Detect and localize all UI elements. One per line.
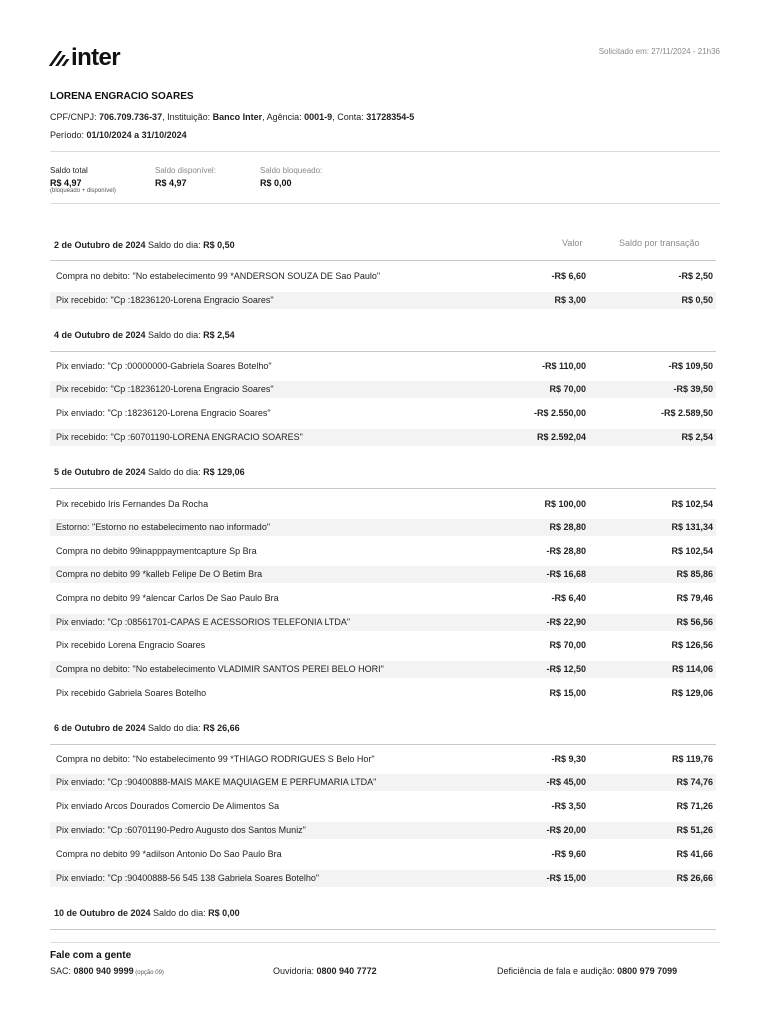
day-header xyxy=(54,908,240,918)
transaction-value: -R$ 15,00 xyxy=(546,873,586,883)
transaction-balance: R$ 126,56 xyxy=(671,640,713,650)
day-header xyxy=(54,723,240,733)
transaction-description: Compra no debito: "No estabelecimento VLADIMIR SANTOS PEREI BELO HORI" xyxy=(56,664,384,674)
transaction-value: -R$ 3,50 xyxy=(551,801,586,811)
transaction-row xyxy=(50,846,716,863)
blocked-balance-value: R$ 0,00 xyxy=(260,178,292,188)
day-date: 2 de Outubro de 2024 xyxy=(54,240,146,250)
day-header xyxy=(54,240,235,250)
sac-label: SAC: xyxy=(50,966,74,976)
transaction-value: -R$ 45,00 xyxy=(546,777,586,787)
transaction-balance: R$ 2,54 xyxy=(681,432,713,442)
transaction-value: -R$ 20,00 xyxy=(546,825,586,835)
logo-text: inter xyxy=(71,44,121,71)
transaction-description: Compra no debito: "No estabelecimento 99 *ANDERSON SOUZA DE Sao Paulo" xyxy=(56,271,381,281)
day-balance-label: Saldo do dia: xyxy=(150,908,209,918)
blocked-balance xyxy=(260,166,322,188)
transaction-balance: R$ 0,50 xyxy=(681,295,713,305)
total-balance-label: Saldo total xyxy=(50,166,88,175)
total-balance xyxy=(50,166,116,194)
transaction-value: -R$ 9,30 xyxy=(551,754,586,764)
day-balance: R$ 0,00 xyxy=(208,908,240,918)
transaction-balance: R$ 85,86 xyxy=(676,569,713,579)
transaction-balance: -R$ 39,50 xyxy=(673,384,713,394)
transaction-value: R$ 15,00 xyxy=(549,688,586,698)
day-balance: R$ 129,06 xyxy=(203,467,245,477)
agency-label: , Agência: xyxy=(262,112,305,122)
transaction-description: Compra no debito: "No estabelecimento 99 *THIAGO RODRIGUES S Belo Hor" xyxy=(56,754,375,764)
transaction-balance: R$ 129,06 xyxy=(671,688,713,698)
day-date: 10 de Outubro de 2024 xyxy=(54,908,151,918)
transaction-value: -R$ 6,60 xyxy=(551,271,586,281)
day-date: 5 de Outubro de 2024 xyxy=(54,467,146,477)
transaction-description: Compra no debito 99 *alencar Carlos De Sao Paulo Bra xyxy=(56,593,279,603)
cpf-value: 706.709.736-37 xyxy=(99,112,163,122)
blocked-balance-label: Saldo bloqueado: xyxy=(260,166,323,175)
transaction-value: -R$ 28,80 xyxy=(546,546,586,556)
transaction-row xyxy=(50,590,716,607)
transaction-row xyxy=(50,381,716,398)
ouvidoria-value: 0800 940 7772 xyxy=(316,966,377,976)
transaction-description: Pix enviado: "Cp :60701190-Pedro Augusto dos Santos Muniz" xyxy=(56,825,306,835)
day-balance: R$ 2,54 xyxy=(203,330,235,340)
transaction-row xyxy=(50,661,716,678)
transaction-row xyxy=(50,405,716,422)
transaction-description: Estorno: "Estorno no estabelecimento nao informado" xyxy=(56,522,271,532)
available-balance xyxy=(155,166,216,188)
transaction-description: Pix enviado Arcos Dourados Comercio De Alimentos Sa xyxy=(56,801,280,811)
day-balance-label: Saldo do dia: xyxy=(145,240,204,250)
transaction-row xyxy=(50,543,716,560)
divider xyxy=(50,151,720,152)
sac-value: 0800 940 9999 xyxy=(73,966,134,976)
day-header xyxy=(54,330,235,340)
transaction-value: R$ 28,80 xyxy=(549,522,586,532)
transaction-description: Compra no debito 99inapppaymentcapture Sp Bra xyxy=(56,546,257,556)
transaction-description: Pix recebido Lorena Engracio Soares xyxy=(56,640,206,650)
transaction-description: Pix enviado: "Cp :00000000-Gabriela Soares Botelho" xyxy=(56,361,272,371)
day-divider xyxy=(50,744,716,745)
day-divider xyxy=(50,929,716,930)
transaction-row xyxy=(50,566,716,583)
deficiencia-value: 0800 979 7099 xyxy=(617,966,678,976)
day-date: 4 de Outubro de 2024 xyxy=(54,330,146,340)
divider xyxy=(50,203,720,204)
transaction-description: Pix enviado: "Cp :08561701-CAPAS E ACESSORIOS TELEFONIA LTDA" xyxy=(56,617,351,627)
transaction-row xyxy=(50,870,716,887)
ouvidoria-label: Ouvidoria: xyxy=(273,966,317,976)
transaction-description: Compra no debito 99 *adilson Antonio Do Sao Paulo Bra xyxy=(56,849,282,859)
transaction-balance: R$ 131,34 xyxy=(671,522,713,532)
transaction-value: R$ 70,00 xyxy=(549,640,586,650)
day-divider xyxy=(50,351,716,352)
deficiencia-contact xyxy=(497,966,677,976)
transaction-value: -R$ 110,00 xyxy=(541,361,586,371)
day-balance-label: Saldo do dia: xyxy=(145,330,204,340)
transaction-balance: R$ 26,66 xyxy=(676,873,713,883)
transaction-description: Pix recebido Iris Fernandes Da Rocha xyxy=(56,499,209,509)
transaction-row xyxy=(50,519,716,536)
column-header-value: Valor xyxy=(562,238,583,248)
transaction-value: R$ 3,00 xyxy=(554,295,586,305)
transaction-value: -R$ 6,40 xyxy=(551,593,586,603)
day-date: 6 de Outubro de 2024 xyxy=(54,723,146,733)
sac-contact xyxy=(50,966,164,976)
transaction-value: -R$ 22,90 xyxy=(546,617,586,627)
transaction-value: -R$ 16,68 xyxy=(546,569,586,579)
transaction-value: -R$ 12,50 xyxy=(546,664,586,674)
transaction-balance: R$ 119,76 xyxy=(671,754,713,764)
transaction-value: R$ 100,00 xyxy=(544,499,586,509)
account-label: , Conta: xyxy=(332,112,367,122)
agency-value: 0001-9 xyxy=(304,112,333,122)
column-header-balance: Saldo por transação xyxy=(619,238,700,248)
transaction-balance: R$ 41,66 xyxy=(676,849,713,859)
requested-at: Solicitado em: 27/11/2024 - 21h36 xyxy=(598,47,720,56)
transaction-row xyxy=(50,429,716,446)
period-label: Período: xyxy=(50,130,87,140)
transaction-balance: -R$ 109,50 xyxy=(668,361,713,371)
footer-title: Fale com a gente xyxy=(50,950,132,961)
transaction-description: Pix recebido: "Cp :18236120-Lorena Engracio Soares" xyxy=(56,295,274,305)
transaction-row xyxy=(50,751,716,768)
transaction-value: R$ 70,00 xyxy=(549,384,586,394)
account-holder-name: LORENA ENGRACIO SOARES xyxy=(50,91,194,102)
transaction-balance: R$ 114,06 xyxy=(671,664,713,674)
day-balance-label: Saldo do dia: xyxy=(145,467,204,477)
transaction-value: -R$ 9,60 xyxy=(551,849,586,859)
transaction-balance: R$ 102,54 xyxy=(671,546,713,556)
inter-logo-icon xyxy=(50,49,68,67)
transaction-row xyxy=(50,614,716,631)
day-divider xyxy=(50,488,716,489)
institution-value: Banco Inter xyxy=(212,112,263,122)
day-balance-label: Saldo do dia: xyxy=(145,723,204,733)
transaction-description: Pix recebido: "Cp :60701190-LORENA ENGRACIO SOARES" xyxy=(56,432,303,442)
sac-note: (opção 09) xyxy=(133,970,164,976)
transaction-balance: R$ 102,54 xyxy=(671,499,713,509)
transaction-value: R$ 2.592,04 xyxy=(536,432,586,442)
transaction-balance: -R$ 2.589,50 xyxy=(660,408,713,418)
ouvidoria-contact xyxy=(273,966,377,976)
day-balance: R$ 26,66 xyxy=(203,723,240,733)
account-details xyxy=(50,112,414,122)
total-balance-note: (bloqueado + disponível) xyxy=(50,188,116,194)
transaction-description: Pix enviado: "Cp :18236120-Lorena Engracio Soares" xyxy=(56,408,271,418)
footer-divider xyxy=(50,942,720,943)
transaction-row xyxy=(50,798,716,815)
inter-logo xyxy=(50,46,120,70)
period-value: 01/10/2024 a 31/10/2024 xyxy=(86,130,187,140)
transaction-balance: R$ 51,26 xyxy=(676,825,713,835)
cpf-label: CPF/CNPJ: xyxy=(50,112,100,122)
transaction-description: Pix recebido Gabriela Soares Botelho xyxy=(56,688,207,698)
transaction-row xyxy=(50,822,716,839)
statement-period xyxy=(50,130,187,140)
transaction-balance: R$ 79,46 xyxy=(676,593,713,603)
transaction-row xyxy=(50,637,716,654)
transaction-description: Pix enviado: "Cp :90400888-MAIS MAKE MAQUIAGEM E PERFUMARIA LTDA" xyxy=(56,777,377,787)
transaction-balance: R$ 71,26 xyxy=(676,801,713,811)
day-divider xyxy=(50,260,716,261)
transaction-row xyxy=(50,496,716,513)
transaction-description: Compra no debito 99 *kalleb Felipe De O Betim Bra xyxy=(56,569,263,579)
institution-label: , Instituição: xyxy=(162,112,213,122)
transaction-description: Pix recebido: "Cp :18236120-Lorena Engracio Soares" xyxy=(56,384,274,394)
transaction-row xyxy=(50,292,716,309)
transaction-row xyxy=(50,268,716,285)
transaction-value: -R$ 2.550,00 xyxy=(533,408,586,418)
account-value: 31728354-5 xyxy=(366,112,415,122)
day-header xyxy=(54,467,245,477)
available-balance-value: R$ 4,97 xyxy=(155,178,187,188)
transaction-balance: R$ 74,76 xyxy=(676,777,713,787)
transaction-balance: -R$ 2,50 xyxy=(678,271,713,281)
transaction-row xyxy=(50,358,716,375)
available-balance-label: Saldo disponível: xyxy=(155,166,216,175)
day-balance: R$ 0,50 xyxy=(203,240,235,250)
transaction-balance: R$ 56,56 xyxy=(676,617,713,627)
deficiencia-label: Deficiência de fala e audição: xyxy=(497,966,618,976)
transaction-row xyxy=(50,685,716,702)
transaction-row xyxy=(50,774,716,791)
total-balance-value: R$ 4,97 xyxy=(50,178,82,188)
transaction-description: Pix enviado: "Cp :90400888-56 545 138 Gabriela Soares Botelho" xyxy=(56,873,320,883)
